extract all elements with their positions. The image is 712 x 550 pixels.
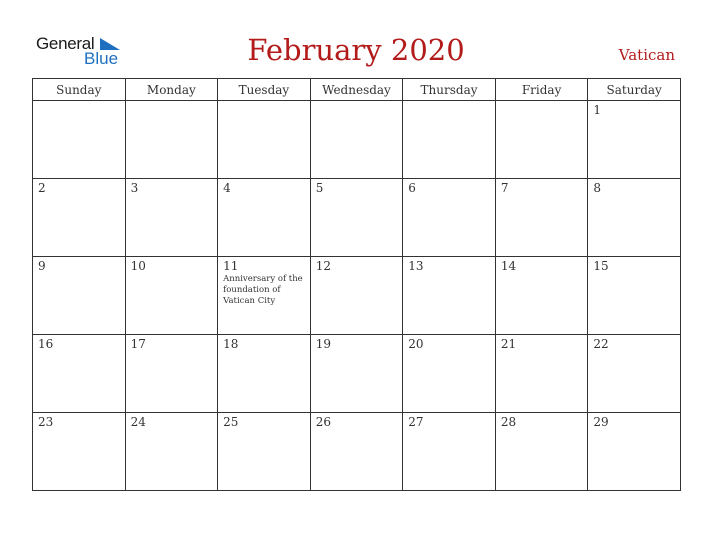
day-number: 13 [408,259,424,273]
day-number: 14 [500,259,517,273]
day-number: 8 [593,181,602,195]
weekday-header: Thursday [403,79,496,101]
day-number: 4 [223,181,231,195]
day-number: 25 [223,415,239,429]
day-cell [588,413,681,491]
day-number: 27 [408,415,424,429]
weekday-header: Saturday [588,79,681,101]
weekday-header: Monday [125,79,218,101]
day-cell [310,257,403,335]
day-number: 24 [130,415,146,429]
holiday-label: Anniversary of the foundation of Vatican City [223,274,303,306]
day-number: 9 [38,259,46,273]
week-row [33,335,681,413]
day-cell [588,101,681,179]
day-cell [33,179,126,257]
day-cell [403,179,496,257]
day-cell [125,101,218,179]
weekday-header: Sunday [33,79,126,101]
week-row [33,413,681,491]
day-number: 26 [315,415,331,429]
day-cell [33,257,126,335]
day-number: 23 [38,415,54,429]
day-cell [218,179,311,257]
week-row [33,101,681,179]
day-number: 21 [500,337,517,351]
day-cell [125,335,218,413]
day-cell [218,101,311,179]
weekday-header-row [33,79,681,101]
day-cell [218,257,311,335]
day-cell [310,335,403,413]
day-number: 17 [130,337,146,351]
calendar-grid [32,78,681,491]
day-cell [310,101,403,179]
day-cell [218,335,311,413]
day-cell [495,179,588,257]
day-cell [125,413,218,491]
day-number: 3 [130,181,139,195]
day-cell [495,101,588,179]
logo-text-general: General [36,34,95,53]
day-number: 6 [408,181,416,195]
day-cell [125,179,218,257]
day-number: 16 [38,337,54,351]
week-row [33,179,681,257]
day-cell [125,257,218,335]
page-title: February 2020 [247,33,465,67]
day-cell [310,179,403,257]
day-number: 28 [500,415,517,429]
generalblue-logo [36,34,126,70]
day-cell [588,257,681,335]
day-cell [495,413,588,491]
day-number: 19 [315,337,331,351]
weekday-header: Wednesday [310,79,403,101]
day-cell [403,413,496,491]
day-number: 18 [223,337,239,351]
day-cell [33,101,126,179]
day-cell [495,257,588,335]
day-number: 11 [223,259,239,273]
day-cell [588,335,681,413]
day-number: 12 [315,259,331,273]
calendar-body [33,101,681,491]
day-cell [403,101,496,179]
day-cell [495,335,588,413]
logo-text-blue: Blue [84,49,119,68]
day-number: 2 [38,181,46,195]
day-cell [403,257,496,335]
day-number: 29 [593,415,609,429]
day-number: 7 [500,181,509,195]
day-number: 22 [593,337,609,351]
weekday-header: Tuesday [218,79,311,101]
day-number: 1 [593,103,602,117]
day-number: 15 [593,259,609,273]
day-cell [33,413,126,491]
weekday-header: Friday [495,79,588,101]
country-label: Vatican [618,46,675,64]
day-cell [310,413,403,491]
week-row [33,257,681,335]
day-number: 5 [315,181,324,195]
day-cell [403,335,496,413]
day-cell [588,179,681,257]
day-number: 10 [130,259,146,273]
day-number: 20 [408,337,424,351]
day-cell [33,335,126,413]
day-cell [218,413,311,491]
